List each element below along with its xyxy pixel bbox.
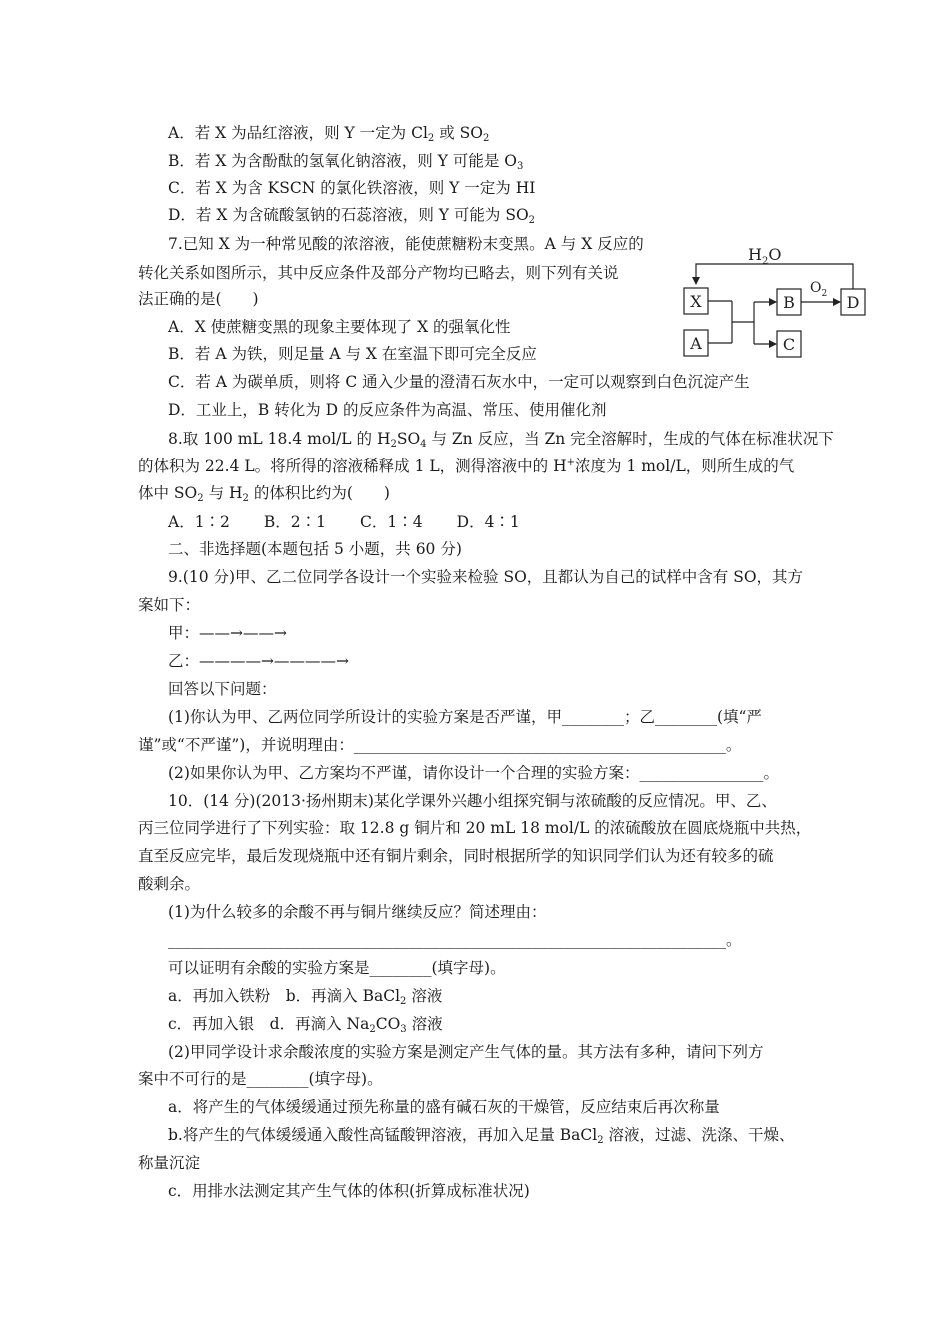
box-x-label: X — [690, 292, 702, 311]
q8-stem-line2: 的体积为 22.4 L。将所得的溶液稀释成 1 L，测得溶液中的 H+浓度为 1 mol/L，则所生成的气 — [138, 457, 795, 475]
q10-stem-line2: 丙三位同学进行了下列实验：取 12.8 g 铜片和 20 mL 18 mol/L 的浓硫酸放在圆底烧瓶中共热， — [138, 819, 812, 837]
q9-part1-line1: (1)你认为甲、乙两位同学所设计的实验方案是否严谨，甲________；乙________(填“严 — [168, 708, 762, 726]
q7-stem-line1: 7.已知 X 为一种常见酸的浓溶液，能使蔗糖粉末变黑。A 与 X 反应的 — [168, 235, 644, 253]
q9-part1-line2: 谨”或“不严谨”)，并说明理由：________________________________________________。 — [138, 736, 742, 754]
q7-option-d: D．工业上，B 转化为 D 的反应条件为高温、常压、使用催化剂 — [168, 401, 607, 419]
q6-option-b: B．若 X 为含酚酞的氢氧化钠溶液，则 Y 可能是 $O_3$ — [168, 152, 524, 172]
q7-stem-line3: 法正确的是( ) — [138, 290, 259, 308]
q9-part2: (2)如果你认为甲、乙方案均不严谨，请你设计一个合理的实验方案：________________。 — [168, 764, 779, 782]
q6-option-a: A．若 X 为品红溶液，则 Y 一定为 $Cl_2$ 或 $SO_2$ — [168, 124, 490, 144]
q10-method-b-cont: 称量沉淀 — [138, 1154, 201, 1172]
q10-stem-line4: 酸剩余。 — [138, 875, 201, 893]
q10-part1: (1)为什么较多的余酸不再与铜片继续反应？简述理由： — [168, 903, 547, 921]
box-d-label: D — [846, 293, 860, 312]
q10-method-c: c．用排水法测定其产生气体的体积(折算成标准状况) — [168, 1182, 530, 1200]
q9-scheme-jia: 甲：——→——→ — [168, 624, 287, 642]
q10-method-a: a．将产生的气体缓缓通过预先称量的盛有碱石灰的干燥管，反应结束后再次称量 — [168, 1098, 720, 1116]
q10-method-b: b.将产生的气体缓缓通入酸性高锰酸钾溶液，再加入足量 BaCl$_2$ 溶液，过滤、洗涤、干燥、 — [168, 1126, 795, 1146]
q9-prompt: 回答以下问题： — [168, 680, 277, 698]
q7-stem-line2: 转化关系如图所示，其中反应条件及部分产物均已略去，则下列有关说 — [138, 264, 619, 282]
q7-option-b: B．若 A 为铁，则足量 A 与 X 在室温下即可完全反应 — [168, 345, 537, 363]
q7-option-c: C．若 A 为碳单质，则将 C 通入少量的澄清石灰水中，一定可以观察到白色沉淀产生 — [168, 373, 750, 391]
q8-stem-line3: 体中 $SO_2$ 与 $H_2$ 的体积比约为( ) — [138, 484, 390, 504]
q6-option-d: D．若 X 为含硫酸氢钠的石蕊溶液，则 Y 可能为 $SO_2$ — [168, 206, 536, 226]
q10-choices-cd: c．再加入银 d．再滴入 $Na_2CO_3$ 溶液 — [168, 1015, 443, 1035]
q9-scheme-yi: 乙：————→————→ — [168, 652, 349, 670]
q8-stem-line1: 8.取 100 mL 18.4 mol/L 的 $H_2SO_4$ 与 Zn 反应，当 Zn 完全溶解时，生成的气体在标准状况下 — [168, 430, 834, 450]
q10-part2-line2: 案中不可行的是________(填字母)。 — [138, 1070, 383, 1088]
q10-prove-question: 可以证明有余酸的实验方案是________(填字母)。 — [168, 959, 506, 977]
q6-option-c: C．若 X 为含 KSCN 的氯化铁溶液，则 Y 一定为 HI — [168, 179, 536, 197]
section-heading: 二、非选择题(本题包括 5 小题，共 60 分) — [168, 540, 462, 558]
q10-choices-ab: a．再加入铁粉 b．再滴入 BaCl$_2$ 溶液 — [168, 987, 443, 1007]
o2-label: $O_2$ — [810, 280, 828, 299]
q10-stem-line1: 10．(14 分)(2013·扬州期末)某化学课外兴趣小组探究铜与浓硫酸的反应情况。甲、乙、 — [168, 792, 777, 810]
water-return-arrow — [696, 264, 853, 289]
q10-part1-answer-blank: ________________________________________________________________________。 — [168, 931, 742, 949]
h2o-label: $H_2O$ — [748, 245, 782, 267]
box-c-label: C — [782, 335, 796, 354]
q9-stem-line1: 9.(10 分)甲、乙二位同学各设计一个实验来检验 SO，且都认为自己的试样中含有 SO，其方 — [168, 568, 804, 586]
box-b-label: B — [783, 293, 795, 312]
q10-part2-line1: (2)甲同学设计求余酸浓度的实验方案是测定产生气体的量。其方法有多种，请问下列方 — [168, 1043, 764, 1061]
reaction-flow-diagram — [680, 240, 870, 365]
box-a-label: A — [690, 334, 702, 353]
q10-stem-line3: 直至反应完毕，最后发现烧瓶中还有铜片剩余，同时根据所学的知识同学们认为还有较多的硫 — [138, 847, 774, 865]
q8-options: A．1∶2 B．2∶1 C．1∶4 D．4∶1 — [168, 513, 520, 531]
q7-option-a: A．X 使蔗糖变黑的现象主要体现了 X 的强氧化性 — [168, 318, 511, 336]
q9-stem-line2: 案如下： — [138, 596, 201, 614]
